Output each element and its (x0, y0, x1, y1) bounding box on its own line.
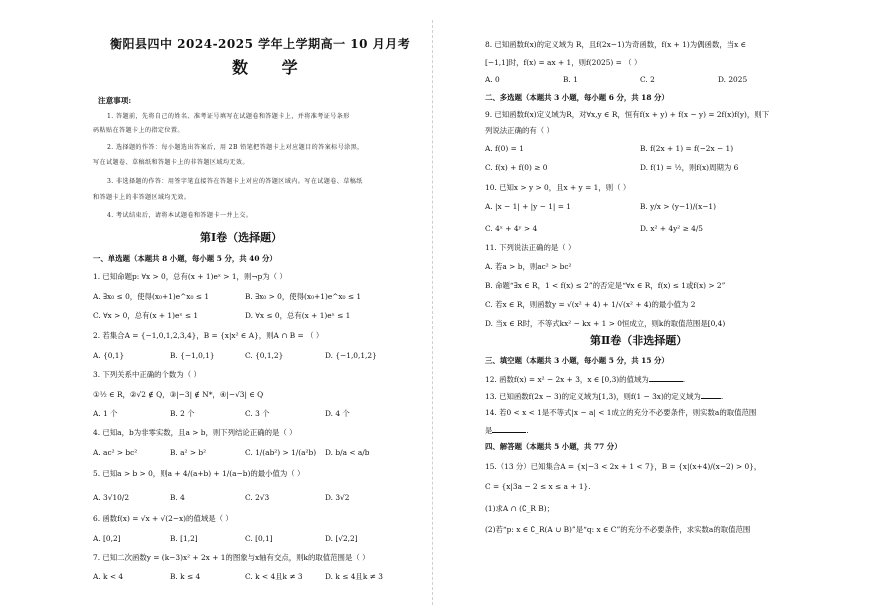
q12-text: 12. 函数f(x) = x² − 2x + 3，x ∈ [0,3)的值域为 (485, 375, 649, 384)
q10-option-c: C. 4ˣ + 4ʸ > 4 (485, 224, 538, 233)
column-divider (432, 20, 433, 605)
q15-set-c: C = {x|3a − 2 ≤ x ≤ a + 1}. (485, 482, 591, 491)
notice-line: 4. 考试结束后，请将本试题卷和答题卡一并上交。 (107, 212, 253, 219)
q11-option-d: D. 当x ∈ R时，不等式kx² − kx + 1 > 0恒成立，则k的取值范围是[0,4) (485, 319, 726, 328)
q9-option-a: A. f(0) = 1 (485, 144, 524, 153)
q15-part2: (2)若“p: x ∈ ∁_R(A ∪ B)”是“q: x ∈ C”的充分不必要条件，求实数a的取值范围 (485, 525, 751, 534)
q3-stem: 3. 下列关系中正确的个数为（ ） (93, 370, 201, 379)
q10-option-d: D. x² + 4y² ≥ 4/5 (640, 224, 704, 233)
q6-option-d: D. [√2,2] (325, 534, 358, 543)
q10-option-b: B. y/x > (y−1)/(x−1) (640, 202, 717, 211)
q3-option-a: A. 1 个 (93, 409, 118, 418)
q5-option-d: D. 3√2 (325, 493, 350, 502)
notice-line: 和答题卡上的非答题区域均无效。 (93, 194, 191, 201)
q15-stem: 15.（13 分）已知集合A = {x|−3 < 2x + 1 < 7}，B = {x|(x+4)/(x−2) > 0}， (485, 462, 762, 471)
q14-text-cont: 是 (485, 426, 493, 435)
q1-option-d: D. ∀x ≤ 0，总有(x + 1)eˣ ≤ 1 (245, 311, 351, 320)
fill-in-heading: 三、填空题（本题共 3 小题，每小题 5 分，共 15 分） (485, 356, 669, 365)
q8-option-a: A. 0 (485, 75, 500, 84)
q9-stem-cont: 列说法正确的有（ ） (485, 126, 554, 135)
q7-option-a: A. k < 4 (93, 572, 124, 581)
q4-option-c: C. 1/(ab²) > 1/(a²b) (245, 448, 317, 457)
q10-option-a: A. |x − 1| + |y − 1| = 1 (485, 202, 572, 211)
q13-stem: 13. 已知函数f(2x − 3)的定义域为[1,3)，则f(1 − 3x)的定义域为 . (485, 392, 724, 401)
q6-stem: 6. 函数f(x) = √x + √(2−x)的值域是（ ） (93, 514, 233, 523)
q1-option-c: C. ∀x > 0，总有(x + 1)eˣ ≤ 1 (93, 311, 199, 320)
q9-option-c: C. f(x) + f(0) ≥ 0 (485, 163, 548, 172)
q1-option-a: A. ∃x₀ ≤ 0，使得(x₀+1)e^x₀ ≤ 1 (93, 292, 210, 301)
q8-option-d: D. 2025 (718, 75, 748, 84)
q4-stem: 4. 已知a，b为非零实数，且a > b，则下列结论正确的是（ ） (93, 428, 297, 437)
q1-stem: 1. 已知命题p: ∀x > 0，总有(x + 1)eˣ > 1，则¬p为（ ） (93, 272, 287, 281)
q7-option-b: B. k ≤ 4 (170, 572, 201, 581)
answer-heading: 四、解答题（本题共 5 小题，共 77 分） (485, 442, 622, 451)
q7-stem: 7. 已知二次函数y = (k−3)x² + 2x + 1的图象与x轴有交点，则k的取值范围是（ ） (93, 553, 370, 562)
q9-option-b: B. f(2x + 1) = f(−2x − 1) (640, 144, 734, 153)
q6-option-c: C. [0,1] (245, 534, 273, 543)
exam-title: 衡阳县四中 2024-2025 学年上学期高一 10 月月考 (110, 37, 411, 51)
q2-option-a: A. {0,1} (93, 351, 125, 360)
q9-option-d: D. f(1) = ½，则f(x)周期为 6 (640, 163, 739, 172)
q10-stem: 10. 已知x > y > 0，且x + y = 1，则（ ） (485, 183, 631, 192)
q14-stem-cont: 是 . (485, 426, 529, 435)
single-choice-heading: 一、单选题（本题共 8 小题，每小题 5 分，共 40 分） (93, 254, 277, 263)
notice-line: 3. 非选择题的作答：用签字笔直接答在答题卡上对应的答题区域内。写在试题卷、草稿纸 (107, 178, 363, 185)
q3-option-c: C. 3 个 (245, 409, 270, 418)
q15-part1: (1)求A ∩ (∁_R B)； (485, 504, 554, 513)
q14-stem: 14. 若0 < x < 1是不等式|x − a| < 1成立的充分不必要条件，则实数a的取值范围 (485, 408, 757, 417)
q2-option-d: D. {−1,0,1,2} (325, 351, 377, 360)
q7-option-d: D. k ≤ 4且k ≠ 3 (325, 572, 383, 581)
q11-option-c: C. 若x ∈ R，则函数y = √(x² + 4) + 1/√(x² + 4)的最小值为 2 (485, 300, 696, 309)
notice-line: 写在试题卷、草稿纸和答题卡上的非答题区域均无效。 (93, 159, 249, 166)
q14-blank[interactable] (492, 425, 526, 433)
q8-option-c: C. 2 (640, 75, 655, 84)
q8-option-b: B. 1 (563, 75, 578, 84)
q11-option-b: B. 命题“∃x ∈ R，1 < f(x) ≤ 2”的否定是“∀x ∈ R，f(x) ≤ 1或f(x) > 2” (485, 281, 726, 290)
notice-heading: 注意事项: (98, 96, 132, 105)
q5-option-a: A. 3√10/2 (93, 493, 130, 502)
exam-subject: 数 学 (232, 58, 312, 77)
q4-option-b: B. a² > b² (170, 448, 207, 457)
notice-line: 2. 选择题的作答：每小题选出答案后，用 2B 铅笔把答题卡上对应题目的答案标号涂黑， (107, 144, 364, 151)
q12-stem: 12. 函数f(x) = x² − 2x + 3，x ∈ [0,3)的值域为 . (485, 375, 686, 384)
notice-line: 码粘贴在答题卡上的指定位置。 (93, 127, 184, 134)
q2-option-b: B. {−1,0,1} (170, 351, 215, 360)
q7-option-c: C. k < 4且k ≠ 3 (245, 572, 303, 581)
q2-option-c: C. {0,1,2} (245, 351, 284, 360)
notice-line: 1. 答题前，先将自己的姓名、准考证号填写在试题卷和答题卡上，并将准考证号条形 (107, 113, 350, 120)
multi-choice-heading: 二、多选题（本题共 3 小题，每小题 6 分，共 18 分） (485, 93, 669, 102)
q13-text: 13. 已知函数f(2x − 3)的定义域为[1,3)，则f(1 − 3x)的定义域为 (485, 392, 701, 401)
q2-stem: 2. 若集合A = {−1,0,1,2,3,4}，B = {x|x² ∈ A}，则A ∩ B = （ ） (93, 331, 324, 340)
q9-stem: 9. 已知函数f(x)定义域为R，对∀x,y ∈ R，恒有f(x + y) + f(x − y) = 2f(x)f(y)，则下 (485, 110, 770, 119)
q6-option-b: B. [1,2] (170, 534, 198, 543)
q8-stem: 8. 已知函数f(x)的定义域为 R，且f(2x−1)为奇函数，f(x + 1)为偶函数，当x ∈ (485, 40, 747, 49)
q12-blank[interactable] (649, 374, 683, 382)
q5-stem: 5. 已知a > b > 0，则a + 4/(a+b) + 1/(a−b)的最小值为（ ） (93, 469, 305, 478)
q5-option-c: C. 2√3 (245, 493, 270, 502)
q6-option-a: A. [0,2] (93, 534, 121, 543)
q8-stem-cont: [−1,1]时，f(x) = ax + 1，则f(2025) = （ ） (485, 58, 642, 67)
q3-option-b: B. 2 个 (170, 409, 195, 418)
q13-blank[interactable] (701, 391, 721, 399)
q11-stem: 11. 下列说法正确的是（ ） (485, 243, 576, 252)
q11-option-a: A. 若a > b，则ac² > bc² (485, 262, 572, 271)
q3-relations: ①½ ∈ R，②√2 ∉ Q，③|−3| ∉ N*，④|−√3| ∈ Q (93, 390, 264, 399)
part1-title: 第Ⅰ卷（选择题） (200, 231, 283, 244)
part2-title: 第Ⅱ卷（非选择题） (590, 334, 688, 347)
q1-option-b: B. ∃x₀ > 0，使得(x₀+1)e^x₀ ≤ 1 (245, 292, 362, 301)
q5-option-b: B. 4 (170, 493, 185, 502)
q4-option-d: D. b/a < a/b (325, 448, 370, 457)
q3-option-d: D. 4 个 (325, 409, 350, 418)
q4-option-a: A. ac² > bc² (93, 448, 138, 457)
